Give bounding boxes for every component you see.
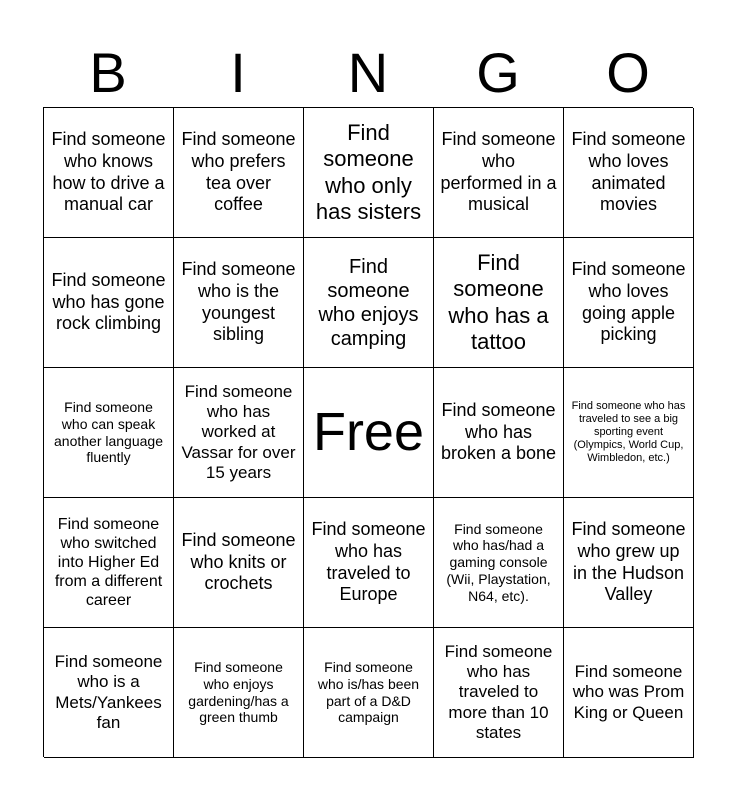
bingo-cell-r2c4[interactable] — [434, 238, 564, 368]
bingo-cell-r3c3-free[interactable] — [304, 368, 434, 498]
bingo-cell-r3c5[interactable] — [564, 368, 694, 498]
cell-text: Find someone who has worked at Vassar for over 15 years — [181, 381, 296, 483]
bingo-cell-r1c5[interactable] — [564, 108, 694, 238]
cell-text: Find someone who was Prom King or Queen — [572, 661, 685, 722]
header-letter-b: B — [89, 41, 127, 104]
cell-text: Find someone who is a Mets/Yankees fan — [54, 651, 163, 732]
cell-text: Find someone who knits or crochets — [181, 530, 296, 594]
bingo-cell-r3c2[interactable] — [174, 368, 304, 498]
cell-text: Find someone who can speak another language fluently — [54, 398, 163, 466]
header-letter-n: N — [347, 41, 389, 104]
bingo-cell-r3c1[interactable] — [44, 368, 174, 498]
cell-text: Find someone who prefers tea over coffee — [181, 129, 296, 215]
cell-text: Find someone who grew up in the Hudson Valley — [571, 519, 686, 605]
bingo-cell-r5c4[interactable] — [434, 628, 564, 758]
bingo-cell-r4c4[interactable] — [434, 498, 564, 628]
cell-text: Find someone who has a tattoo — [448, 249, 549, 354]
bingo-cell-r5c3[interactable] — [304, 628, 434, 758]
cell-text: Find someone who has traveled to see a big sporting event (Olympics, World Cup, Wimbledon, etc.) — [571, 399, 686, 465]
cell-text: Find someone who only has sisters — [315, 119, 422, 224]
cell-text: Find someone who switched into Higher Ed from a different career — [54, 515, 163, 610]
bingo-cell-r1c3[interactable] — [304, 108, 434, 238]
cell-text: Find someone who has broken a bone — [440, 400, 557, 464]
header-letter-i: I — [230, 41, 246, 104]
bingo-cell-r2c1[interactable] — [44, 238, 174, 368]
cell-text: Find someone who knows how to drive a manual car — [51, 129, 166, 215]
bingo-cell-r1c4[interactable] — [434, 108, 564, 238]
bingo-cell-r5c2[interactable] — [174, 628, 304, 758]
cell-text: Find someone who has traveled to Europe — [311, 519, 426, 605]
bingo-cell-r3c4[interactable] — [434, 368, 564, 498]
cell-text: Find someone who is the youngest sibling — [181, 259, 296, 345]
bingo-cell-r2c2[interactable] — [174, 238, 304, 368]
bingo-cell-r1c1[interactable] — [44, 108, 174, 238]
bingo-cell-r5c5[interactable] — [564, 628, 694, 758]
free-space-label: Free — [312, 402, 425, 463]
cell-text: Find someone who loves animated movies — [571, 129, 686, 215]
bingo-cell-r2c5[interactable] — [564, 238, 694, 368]
cell-text: Find someone who enjoys camping — [318, 255, 419, 350]
bingo-cell-r4c1[interactable] — [44, 498, 174, 628]
bingo-cell-r1c2[interactable] — [174, 108, 304, 238]
cell-text: Find someone who enjoys gardening/has a green thumb — [188, 658, 289, 726]
bingo-header — [43, 38, 693, 108]
bingo-cell-r2c3[interactable] — [304, 238, 434, 368]
bingo-board — [43, 107, 693, 757]
cell-text: Find someone who has gone rock climbing — [51, 270, 166, 334]
bingo-cell-r4c5[interactable] — [564, 498, 694, 628]
cell-text: Find someone who loves going apple picking — [571, 259, 686, 345]
bingo-cell-r4c2[interactable] — [174, 498, 304, 628]
header-letter-o: O — [606, 41, 650, 104]
bingo-cell-r5c1[interactable] — [44, 628, 174, 758]
cell-text: Find someone who performed in a musical — [440, 129, 557, 215]
bingo-cell-r4c3[interactable] — [304, 498, 434, 628]
cell-text: Find someone who has traveled to more than 10 states — [444, 641, 553, 743]
header-letter-g: G — [476, 41, 520, 104]
cell-text: Find someone who has/had a gaming console (Wii, Playstation, N64, etc). — [446, 520, 551, 604]
cell-text: Find someone who is/has been part of a D&D campaign — [317, 658, 420, 726]
